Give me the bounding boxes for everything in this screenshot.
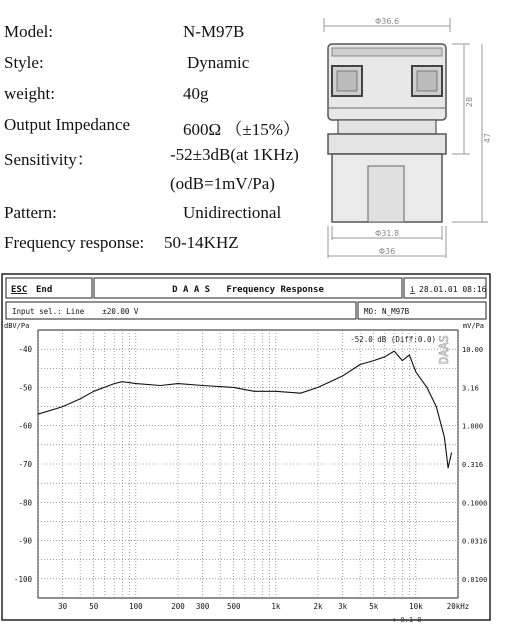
daas-frequency-response-panel (0, 268, 516, 624)
y-tick-label: -70 (18, 460, 32, 469)
datetime-prefix: i (410, 285, 415, 294)
x-tick-label: 300 (195, 602, 210, 611)
dim-bottom-text: Φ36 (378, 247, 396, 256)
sensitivity-value: -52±3dB(at 1KHz) (170, 145, 299, 164)
y2-tick-label: 0.0100 (462, 575, 488, 584)
input-sel-text: Input sel.: Line ±20.00 V (12, 307, 139, 316)
y-tick-label: -100 (13, 574, 32, 584)
x-tick-label: 500 (226, 602, 241, 611)
y-tick-label: -60 (18, 421, 32, 431)
weight-label: weight: (4, 84, 55, 103)
y2-tick-label: 0.0316 (462, 537, 488, 546)
y-tick-label: -90 (18, 536, 32, 546)
x-tick-label: 3k (338, 602, 348, 611)
impedance-label: Output Impedance (4, 115, 131, 134)
y2-tick-label: 0.316 (462, 461, 484, 469)
capsule-dimension-drawing (318, 14, 498, 266)
sensitivity-note: (odB=1mV/Pa) (170, 174, 275, 193)
dim-bottom-inner-text: Φ31.8 (374, 229, 400, 238)
y-tick-label: -80 (18, 498, 32, 508)
datetime-text: 28.01.01 08:16 (419, 285, 487, 294)
pattern-value: Unidirectional (183, 203, 282, 222)
frequency-response-value: 50-14KHZ (164, 233, 239, 252)
y2-tick-label: 3.16 (462, 384, 479, 393)
left-port-mesh (337, 71, 357, 91)
y2-axis-unit-label: mV/Pa (462, 322, 484, 330)
cursor-readout: -52.0 dB (Diff:0.0) (350, 335, 436, 344)
end-label[interactable]: End (36, 285, 53, 295)
x-tick-label: 1k (271, 602, 281, 611)
daas-watermark: DAAS (437, 335, 451, 364)
capsule-neck (338, 120, 436, 134)
x-tick-label: 2k (313, 602, 323, 611)
style-value: Dynamic (187, 53, 250, 72)
y2-tick-label: 10.00 (462, 346, 484, 355)
style-label: Style: (4, 53, 44, 72)
x-tick-label: 30 (58, 602, 68, 611)
y-tick-label: -40 (18, 345, 32, 355)
y2-tick-label: 0.1000 (462, 499, 488, 508)
capsule-top-rim (332, 48, 442, 56)
x-tick-label: 200 (171, 602, 185, 611)
x-tick-label: 100 (129, 602, 143, 611)
y2-tick-label: 1.000 (462, 422, 484, 431)
model-value: N-M97B (183, 22, 245, 41)
x-tick-label: 50 (89, 602, 99, 611)
right-port-mesh (417, 71, 437, 91)
capsule-slot (368, 166, 404, 222)
esc-key-label[interactable]: ESC (11, 285, 28, 295)
mo-text: MO: N_M97B (364, 307, 410, 316)
dim-height-inner-text: 28 (465, 96, 474, 108)
frequency-response-plot (4, 322, 487, 611)
x-tick-label: 10k (409, 602, 423, 611)
footer-note: ↑ 0.1 0 (392, 616, 422, 624)
x-tick-label: 5k (369, 602, 379, 611)
y-axis-unit-label: dBV/Pa (4, 322, 30, 330)
sensitivity-label: Sensitivity： (4, 150, 94, 169)
y-tick-label: -50 (18, 383, 32, 393)
model-label: Model: (4, 22, 54, 41)
daas-title: D A A S Frequency Response (172, 285, 324, 295)
x-tick-label: 20kHz (446, 602, 470, 611)
dim-height-total-text: 47 (483, 132, 492, 144)
dim-top-text: Φ36.6 (374, 17, 400, 26)
frequency-response-label: Frequency response: (4, 233, 145, 252)
pattern-label: Pattern: (4, 203, 57, 222)
capsule-collar (328, 134, 446, 154)
weight-value: 40g (183, 84, 209, 103)
impedance-value: 600Ω （±15%） (183, 120, 300, 139)
